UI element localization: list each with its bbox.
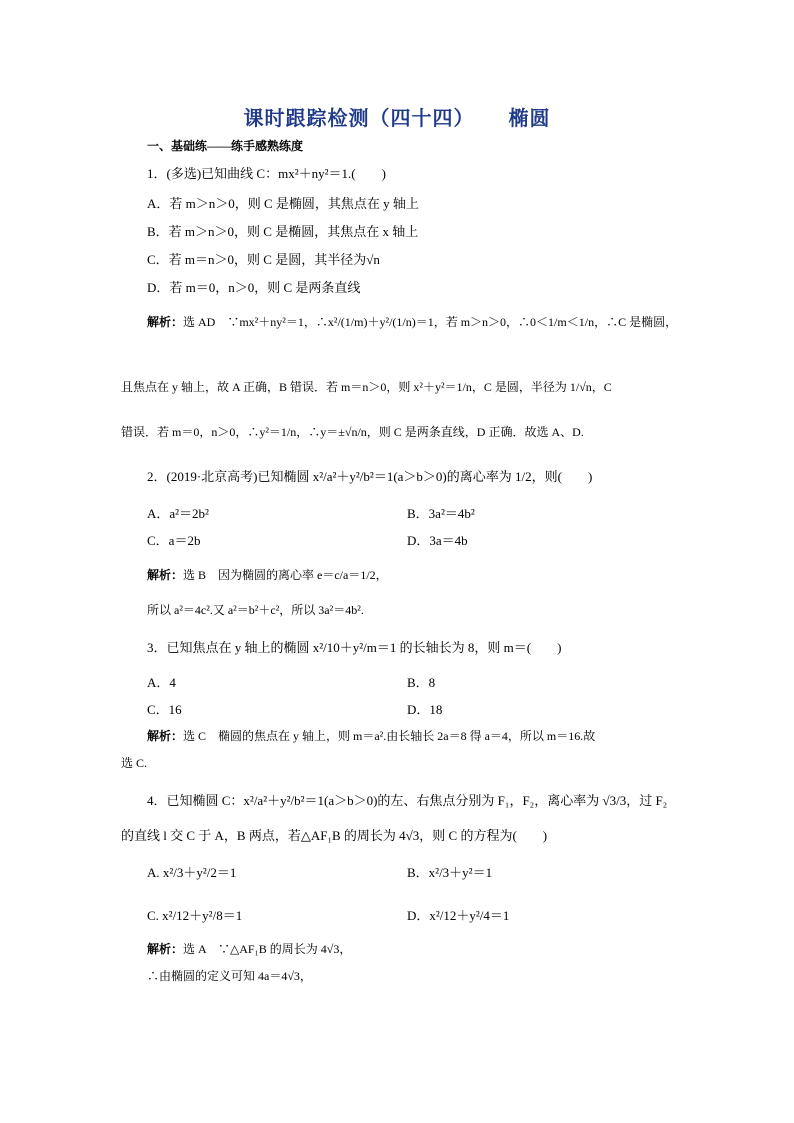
- page-title: [0, 102, 794, 131]
- q1-option-a: A．若 m＞n＞0，则 C 是椭圆，其焦点在 y 轴上: [147, 196, 419, 211]
- q3-option-a: A．4: [147, 675, 176, 690]
- q4-option-c: C. x²/12＋y²/8＝1: [147, 908, 243, 923]
- q2-solution-line1: 解析：选 B 因为椭圆的离心率 e＝c/a＝1/2，: [147, 568, 388, 582]
- title-main: 课时跟踪检测（四十四）: [243, 106, 475, 130]
- q4-solution-line1: 解析：选 A ∵△AF₁B 的周长为 4√3，: [147, 942, 352, 956]
- q1-solution-line1: 解析：选 AD ∵mx²＋ny²＝1，∴x²/(1/m)＋y²/(1/n)＝1，若 m＞n＞0，∴0＜1/m＜1/n，∴C 是椭圆，: [147, 315, 678, 329]
- section-heading: 一、基础练——练手感熟练度: [147, 139, 304, 153]
- q3-option-b: B．8: [407, 675, 436, 690]
- q3-solution-line2: 选 C.: [121, 756, 148, 770]
- q2-option-b: B．3a²＝4b²: [407, 506, 475, 521]
- q3-stem: 3．已知焦点在 y 轴上的椭圆 x²/10＋y²/m＝1 的长轴长为 8，则 m＝( ): [147, 640, 562, 655]
- q4-stem-line1: 4．已知椭圆 C：x²/a²＋y²/b²＝1(a＞b＞0)的左、右焦点分别为 F₁，F₂，离心率为 √3/3，过 F₂: [147, 793, 668, 808]
- q1-solution-line2: 且焦点在 y 轴上，故 A 正确，B 错误．若 m＝n＞0，则 x²＋y²＝1/n，C 是圆，半径为 1/√n，C: [121, 380, 612, 394]
- q3-option-c: C．16: [147, 702, 182, 717]
- q1-option-d: D．若 m＝0，n＞0，则 C 是两条直线: [147, 280, 361, 295]
- q1-option-c: C．若 m＝n＞0，则 C 是圆，其半径为√n: [147, 252, 380, 267]
- q3-solution-line1: 解析：选 C 椭圆的焦点在 y 轴上，则 m＝a².由长轴长 2a＝8 得 a＝4，所以 m＝16.故: [147, 729, 596, 743]
- q4-stem-line2: 的直线 l 交 C 于 A，B 两点，若△AF₁B 的周长为 4√3，则 C 的方程为( ): [121, 828, 548, 843]
- q1-solution-line3: 错误．若 m＝0，n＞0，∴y²＝1/n，∴y＝±√n/n，则 C 是两条直线，D 正确．故选 A、D.: [121, 425, 584, 439]
- q4-solution-line2: ∴由椭圆的定义可知 4a＝4√3，: [147, 969, 312, 983]
- q2-option-c: C．a＝2b: [147, 533, 201, 548]
- q2-option-a: A．a²＝2b²: [147, 506, 209, 521]
- q2-solution-line2: 所以 a²＝4c².又 a²＝b²＋c²，所以 3a²＝4b².: [147, 603, 364, 617]
- q2-stem: 2．(2019·北京高考)已知椭圆 x²/a²＋y²/b²＝1(a＞b＞0)的离心率为 1/2，则( ): [147, 469, 593, 484]
- q4-option-b: B．x²/3＋y²＝1: [407, 865, 493, 880]
- q1-option-b: B．若 m＞n＞0，则 C 是椭圆，其焦点在 x 轴上: [147, 224, 419, 239]
- q1-stem: 1．(多选)已知曲线 C：mx²＋ny²＝1.( ): [147, 166, 386, 181]
- title-subject: 椭圆: [508, 106, 551, 130]
- q3-option-d: D．18: [407, 702, 443, 717]
- q4-option-d: D．x²/12＋y²/4＝1: [407, 908, 510, 923]
- q4-option-a: A. x²/3＋y²/2＝1: [147, 865, 237, 880]
- q2-option-d: D．3a＝4b: [407, 533, 468, 548]
